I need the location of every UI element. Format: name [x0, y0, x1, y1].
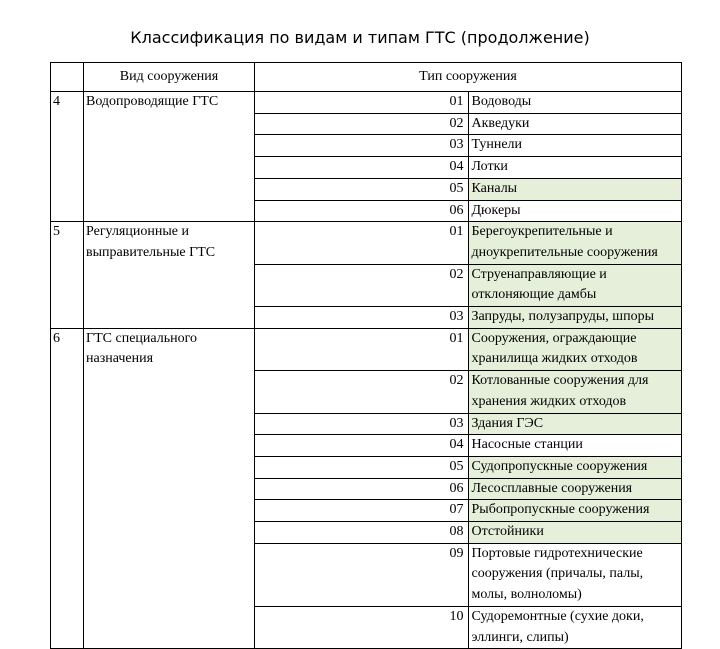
type-code: 02	[255, 113, 469, 135]
type-code: 08	[255, 522, 469, 544]
classification-table	[50, 62, 682, 649]
table-row	[51, 328, 682, 370]
type-name: Здания ГЭС	[468, 413, 682, 435]
type-name: Лотки	[468, 157, 682, 179]
group-number: 4	[51, 92, 84, 222]
table-body	[51, 92, 682, 649]
type-code: 06	[255, 478, 469, 500]
type-code: 03	[255, 135, 469, 157]
group-number: 5	[51, 222, 84, 329]
type-code: 01	[255, 328, 469, 370]
type-name: Дюкеры	[468, 200, 682, 222]
header-tip: Тип сооружения	[255, 63, 682, 92]
type-code: 03	[255, 307, 469, 329]
type-name: Судоремонтные (сухие доки, эллинги, слипы)	[468, 606, 682, 648]
type-name: Каналы	[468, 178, 682, 200]
type-name: Туннели	[468, 135, 682, 157]
header-vid: Вид сооружения	[84, 63, 255, 92]
type-name: Рыбопропускные сооружения	[468, 500, 682, 522]
type-code: 05	[255, 456, 469, 478]
type-code: 10	[255, 606, 469, 648]
type-name: Берегоукрепительные и дноукрепительные сооружения	[468, 222, 682, 264]
type-name: Струенаправляющие и отклоняющие дамбы	[468, 264, 682, 306]
type-code: 06	[255, 200, 469, 222]
type-name: Насосные станции	[468, 435, 682, 457]
type-code: 02	[255, 264, 469, 306]
header-num	[51, 63, 84, 92]
type-name: Портовые гидротехнические сооружения (причалы, палы, молы, волноломы)	[468, 543, 682, 606]
table-row	[51, 92, 682, 114]
type-name: Водоводы	[468, 92, 682, 114]
type-name: Отстойники	[468, 522, 682, 544]
type-code: 01	[255, 222, 469, 264]
type-code: 07	[255, 500, 469, 522]
type-code: 04	[255, 435, 469, 457]
type-code: 05	[255, 178, 469, 200]
type-code: 01	[255, 92, 469, 114]
table-row	[51, 222, 682, 264]
type-name: Запруды, полузапруды, шпоры	[468, 307, 682, 329]
group-vid: Регуляционные и выправительные ГТС	[84, 222, 255, 329]
type-code: 09	[255, 543, 469, 606]
type-name: Сооружения, ограждающие хранилища жидких отходов	[468, 328, 682, 370]
type-name: Судопропускные сооружения	[468, 456, 682, 478]
type-code: 02	[255, 371, 469, 413]
type-code: 04	[255, 157, 469, 179]
type-name: Котлованные сооружения для хранения жидких отходов	[468, 371, 682, 413]
table-header-row	[51, 63, 682, 92]
group-number: 6	[51, 328, 84, 649]
page-title: Классификация по видам и типам ГТС (продолжение)	[130, 28, 590, 47]
type-code: 03	[255, 413, 469, 435]
group-vid: Водопроводящие ГТС	[84, 92, 255, 222]
type-name: Акведуки	[468, 113, 682, 135]
type-name: Лесосплавные сооружения	[468, 478, 682, 500]
group-vid: ГТС специального назначения	[84, 328, 255, 649]
